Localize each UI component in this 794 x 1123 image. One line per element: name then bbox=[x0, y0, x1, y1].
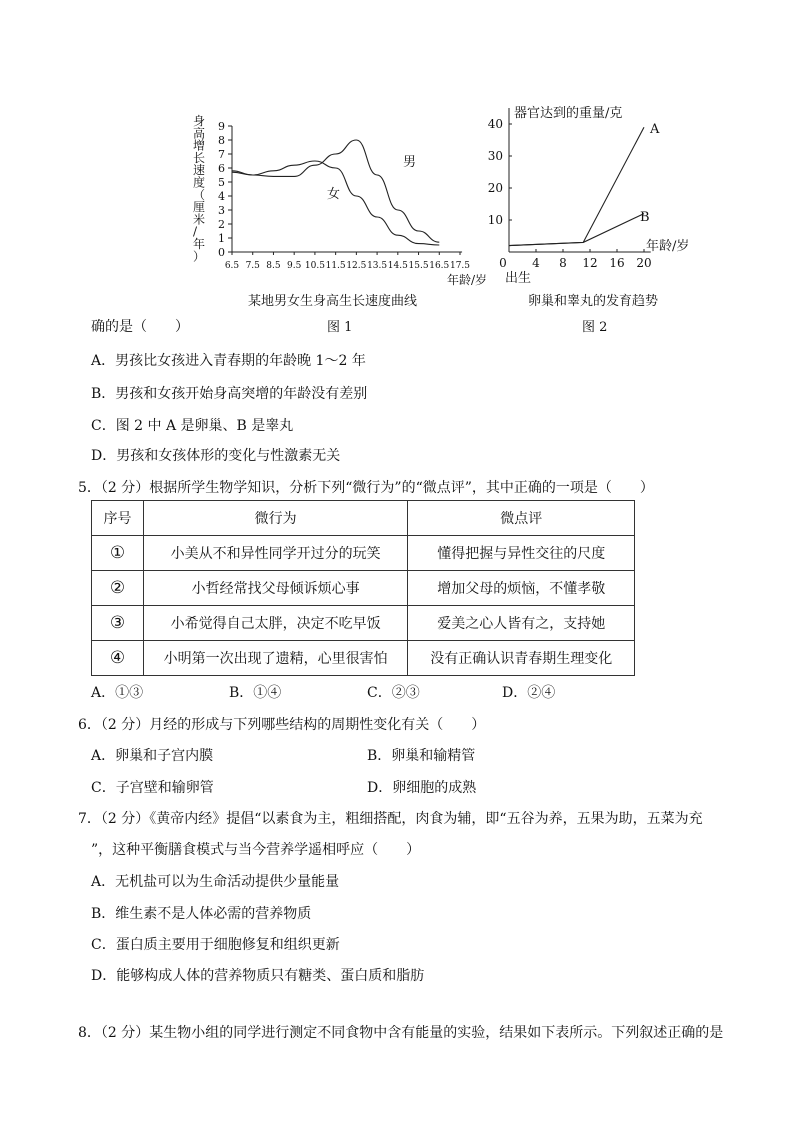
q4-stem-tail: 确的是（ ） bbox=[91, 319, 189, 335]
q6-option-b: B．卵巢和输精管 bbox=[367, 748, 476, 764]
axis-label-char: 厘 bbox=[193, 200, 206, 215]
figure-1-number: 图 1 bbox=[327, 320, 353, 335]
table-cell-behavior: 小希觉得自己太胖，决定不吃早饭 bbox=[143, 606, 407, 641]
table-header-cell: 序号 bbox=[92, 501, 144, 536]
axis-label-char: 高 bbox=[193, 126, 206, 141]
q7-option-d: D．能够构成人体的营养物质只有糖类、蛋白质和脂肪 bbox=[91, 968, 425, 984]
table-cell-comment: 爱美之心人皆有之，支持她 bbox=[408, 606, 635, 641]
figure-2-label-a: A bbox=[650, 122, 660, 137]
table-cell-comment: 没有正确认识青春期生理变化 bbox=[408, 641, 635, 676]
x-tick-label: 16 bbox=[609, 256, 625, 270]
x-tick-label: 8 bbox=[559, 256, 567, 270]
y-tick-label: 30 bbox=[487, 149, 503, 163]
q5-option-b: B．①④ bbox=[229, 685, 282, 701]
q6-option-c: C．子宫壁和输卵管 bbox=[91, 780, 214, 796]
q7-stem-line1: 7．（2 分）《黄帝内经》提倡“以素食为主，粗细搭配，肉食为辅，即“五谷为养，五果为助，五菜为充 bbox=[78, 811, 703, 827]
x-tick-label: 14.5 bbox=[387, 261, 408, 271]
x-tick-label: 12 bbox=[582, 256, 598, 270]
x-tick-label: 9.5 bbox=[287, 261, 302, 271]
x-tick-label: 8.5 bbox=[266, 261, 281, 271]
x-tick-label: 11.5 bbox=[325, 261, 346, 271]
figure-2-y-ticks bbox=[488, 117, 512, 227]
y-tick-label: 40 bbox=[487, 117, 503, 131]
axis-label-char: 米 bbox=[193, 212, 206, 227]
y-tick-label: 5 bbox=[218, 176, 225, 189]
figure-1-chart bbox=[185, 108, 495, 313]
q4-option-a: A．男孩比女孩进入青春期的年龄晚 1～2 年 bbox=[91, 353, 366, 369]
x-tick-label: 15.5 bbox=[408, 261, 429, 271]
table-cell-index: ④ bbox=[92, 641, 144, 676]
table-cell-behavior: 小明第一次出现了遗精，心里很害怕 bbox=[143, 641, 407, 676]
figure-2-label-b: B bbox=[640, 210, 650, 225]
x-tick-label: 0 bbox=[499, 256, 507, 270]
figure-1-y-ticks bbox=[218, 120, 232, 259]
x-tick-label: 10.5 bbox=[304, 261, 325, 271]
q5-stem: 5．（2 分）根据所学生物学知识，分析下列“微行为”的“微点评”，其中正确的一项是（ ） bbox=[78, 480, 654, 496]
x-tick-label: 16.5 bbox=[429, 261, 450, 271]
figure-2-x-axis-label: 年龄/岁 bbox=[646, 239, 690, 254]
figure-2-y-axis-label: 器官达到的重量/克 bbox=[514, 106, 623, 121]
q6-stem: 6．（2 分）月经的形成与下列哪些结构的周期性变化有关（ ） bbox=[78, 717, 486, 733]
y-tick-label: 6 bbox=[218, 162, 225, 175]
y-tick-label: 9 bbox=[218, 120, 225, 133]
table-header-cell: 微点评 bbox=[408, 501, 635, 536]
y-tick-label: 4 bbox=[218, 190, 225, 203]
figure-1-y-axis-label bbox=[193, 114, 205, 263]
table-cell-behavior: 小哲经常找父母倾诉烦心事 bbox=[143, 571, 407, 606]
series-female-line bbox=[232, 161, 439, 245]
axis-label-char: 度 bbox=[193, 175, 206, 190]
x-tick-label: 6.5 bbox=[224, 261, 240, 271]
table-row bbox=[92, 641, 635, 676]
x-tick-label: 4 bbox=[532, 256, 540, 270]
y-tick-label: 7 bbox=[218, 148, 225, 161]
figure-2-origin-label: 出生 bbox=[505, 271, 532, 286]
axis-label-char: 身 bbox=[193, 114, 206, 128]
axis-label-char: ） bbox=[193, 249, 206, 264]
table-row bbox=[92, 571, 635, 606]
table-row bbox=[92, 536, 635, 571]
q5-table bbox=[91, 500, 635, 676]
q6-option-d: D．卵细胞的成熟 bbox=[367, 780, 477, 796]
series-b-line bbox=[509, 214, 644, 246]
table-cell-behavior: 小美从不和异性同学开过分的玩笑 bbox=[143, 536, 407, 571]
series-a-line bbox=[509, 127, 644, 245]
q5-option-c: C．②③ bbox=[367, 685, 420, 701]
q5-option-d: D．②④ bbox=[502, 685, 556, 701]
axis-label-char: 速 bbox=[193, 163, 206, 178]
y-tick-label: 0 bbox=[218, 246, 225, 259]
figure-2-axes bbox=[509, 108, 651, 252]
y-tick-label: 8 bbox=[218, 134, 225, 147]
figure-1-x-ticks bbox=[225, 252, 470, 271]
q8-stem: 8．（2 分）某生物小组的同学进行测定不同食物中含有能量的实验，结果如下表所示。下列叙述正确的是 bbox=[78, 1025, 724, 1041]
table-cell-comment: 增加父母的烦恼，不懂孝敬 bbox=[408, 571, 635, 606]
x-tick-label: 12.5 bbox=[346, 261, 367, 271]
figure-2-caption: 卵巢和睾丸的发育趋势 bbox=[528, 294, 659, 309]
table-header-row bbox=[92, 501, 635, 536]
table-header-cell: 微行为 bbox=[143, 501, 407, 536]
x-tick-label: 7.5 bbox=[245, 261, 260, 271]
x-tick-label: 17.5 bbox=[449, 261, 471, 271]
figure-1-label-female: 女 bbox=[327, 187, 341, 202]
q7-option-c: C．蛋白质主要用于细胞修复和组织更新 bbox=[91, 937, 340, 953]
axis-label-char: 年 bbox=[193, 237, 206, 251]
y-tick-label: 3 bbox=[218, 204, 225, 217]
table-cell-index: ③ bbox=[92, 606, 144, 641]
figure-2-number: 图 2 bbox=[582, 320, 608, 335]
y-tick-label: 1 bbox=[218, 232, 225, 245]
axis-label-char: 增 bbox=[193, 138, 206, 153]
table-row bbox=[92, 606, 635, 641]
figure-1-x-axis-label: 年龄/岁 bbox=[447, 273, 488, 287]
y-tick-label: 10 bbox=[487, 213, 503, 227]
q4-option-b: B．男孩和女孩开始身高突增的年龄没有差别 bbox=[91, 386, 368, 402]
axis-label-char: （ bbox=[193, 187, 206, 202]
table-cell-index: ① bbox=[92, 536, 144, 571]
y-tick-label: 20 bbox=[487, 181, 503, 195]
x-tick-label: 20 bbox=[636, 256, 652, 270]
figure-2-chart bbox=[480, 100, 710, 290]
table-cell-index: ② bbox=[92, 571, 144, 606]
table-cell-comment: 懂得把握与异性交往的尺度 bbox=[408, 536, 635, 571]
q7-stem-line2: ”，这种平衡膳食模式与当今营养学遥相呼应（ ） bbox=[91, 842, 421, 858]
q4-option-c: C．图 2 中 A 是卵巢、B 是睾丸 bbox=[91, 418, 294, 434]
figure-1-caption: 某地男女生身高生长速度曲线 bbox=[248, 294, 418, 309]
q4-option-d: D．男孩和女孩体形的变化与性激素无关 bbox=[91, 448, 341, 464]
q5-option-a: A．①③ bbox=[91, 685, 144, 701]
axis-label-char: 长 bbox=[193, 150, 206, 165]
q6-option-a: A．卵巢和子宫内膜 bbox=[91, 748, 214, 764]
figure-2-series bbox=[509, 127, 644, 245]
axis-label-char: / bbox=[193, 224, 198, 239]
q7-option-a: A．无机盐可以为生命活动提供少量能量 bbox=[91, 874, 340, 890]
q7-option-b: B．维生素不是人体必需的营养物质 bbox=[91, 906, 312, 922]
figure-1-label-male: 男 bbox=[403, 155, 417, 170]
y-tick-label: 2 bbox=[218, 218, 225, 231]
x-tick-label: 13.5 bbox=[367, 261, 388, 271]
